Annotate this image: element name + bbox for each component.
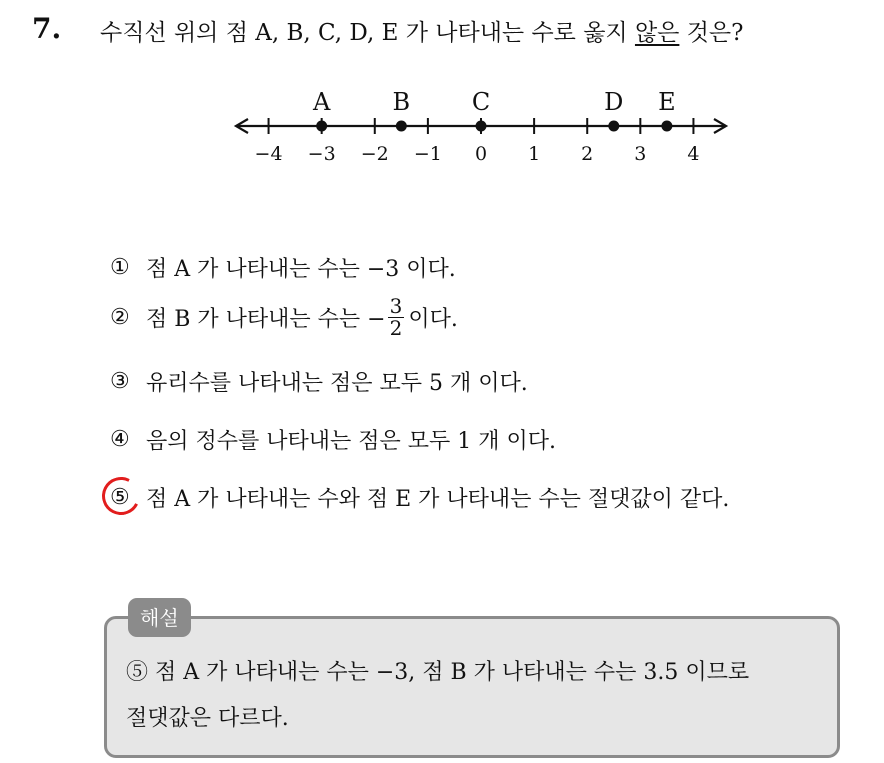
solution-line-1: ⑤ 점 A 가 나타내는 수는 −3, 점 B 가 나타내는 수는 3.5 이므로	[126, 660, 750, 685]
choice-marker: ⑤	[110, 485, 130, 510]
tick-label: −3	[307, 143, 336, 165]
choice-marker: ④	[110, 427, 130, 452]
choice-text: 점 A 가 나타내는 수와 점 E 가 나타내는 수는 절댓값이 같다.	[146, 487, 730, 512]
choice-4[interactable]	[110, 424, 556, 455]
choice-1[interactable]	[110, 252, 456, 283]
point-label: B	[392, 88, 411, 116]
point-e	[661, 121, 672, 132]
choice-text: 점 B 가 나타내는 수는 −	[146, 307, 386, 332]
choice-marker: ①	[110, 255, 130, 280]
choice-3[interactable]	[110, 366, 528, 397]
point-a	[316, 121, 327, 132]
choice-2[interactable]	[110, 296, 458, 339]
tick-label: 1	[528, 143, 541, 165]
tick-label: −4	[254, 143, 283, 165]
choice-text: 음의 정수를 나타내는 점은 모두 1 개 이다.	[146, 429, 556, 454]
solution-text	[126, 650, 826, 742]
point-label: E	[658, 88, 676, 116]
point-c	[476, 121, 487, 132]
question-stem	[100, 14, 743, 47]
point-b	[396, 121, 407, 132]
question-number: 7.	[32, 12, 62, 45]
question-stem-text: 수직선 위의 점 A, B, C, D, E 가 나타내는 수로 옳지	[100, 20, 635, 46]
choice-text: 유리수를 나타내는 점은 모두 5 개 이다.	[146, 371, 528, 396]
number-line	[220, 80, 740, 180]
point-label: C	[471, 88, 491, 116]
question-stem-end: 것은?	[679, 20, 744, 46]
point-label: A	[312, 88, 331, 116]
tick-label: 0	[474, 143, 488, 165]
answer-circle-mark	[97, 472, 145, 520]
solution-tag: 해설	[128, 598, 191, 637]
tick-label: 3	[634, 143, 647, 165]
choice-marker: ②	[110, 305, 130, 330]
tick-label: 4	[687, 143, 700, 165]
choice-5[interactable]	[110, 482, 729, 513]
choice-marker: ③	[110, 369, 130, 394]
tick-label: −1	[413, 143, 442, 165]
fraction-numerator: 3	[389, 294, 403, 318]
fraction-denominator: 2	[389, 316, 403, 340]
point-label: D	[604, 88, 624, 116]
tick-label: −2	[360, 143, 389, 165]
tick-label: 2	[581, 143, 594, 165]
choice-marker-wrap	[110, 485, 146, 510]
fraction	[388, 296, 405, 339]
choice-text-end: 이다.	[408, 307, 458, 332]
point-d	[608, 121, 619, 132]
question-stem-underlined: 않은	[634, 20, 680, 46]
solution-line-2: 절댓값은 다르다.	[126, 706, 289, 731]
choice-text: 점 A 가 나타내는 수는 −3 이다.	[146, 257, 456, 282]
